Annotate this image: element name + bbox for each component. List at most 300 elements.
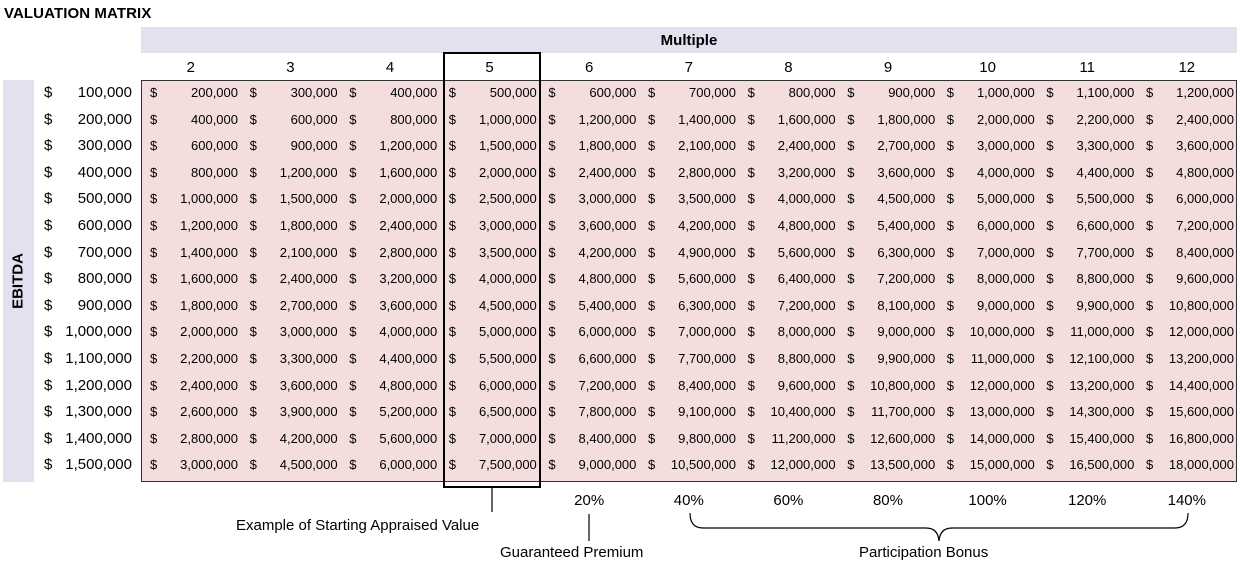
multiple-column-header: 4 <box>385 59 395 76</box>
currency-symbol: $ <box>548 377 556 393</box>
currency-symbol: $ <box>150 430 158 446</box>
multiple-column-header: 3 <box>286 59 295 76</box>
currency-symbol: $ <box>847 404 855 420</box>
cell-value: 4,800,000 <box>1176 164 1234 180</box>
cell-value: 1,100,000 <box>1076 85 1135 100</box>
currency-symbol: $ <box>847 430 855 446</box>
currency-symbol: $ <box>150 218 158 233</box>
currency-symbol: $ <box>1146 351 1154 366</box>
currency-symbol: $ <box>548 164 556 180</box>
currency-symbol: $ <box>747 218 755 233</box>
currency-symbol: $ <box>249 377 257 393</box>
currency-symbol: $ <box>44 84 53 101</box>
cell-value: 2,800,000 <box>678 164 736 180</box>
cell-value: 6,400,000 <box>777 271 836 287</box>
premium-percentage: 20% <box>574 492 605 509</box>
cell-value: 3,600,000 <box>578 218 637 233</box>
currency-symbol: $ <box>847 138 855 154</box>
cell-value: 3,500,000 <box>478 244 537 260</box>
currency-symbol: $ <box>648 404 656 420</box>
cell-value: 7,200,000 <box>578 377 637 393</box>
cell-value: 4,500,000 <box>877 191 936 207</box>
currency-symbol: $ <box>1146 377 1154 393</box>
currency-symbol: $ <box>150 244 158 260</box>
currency-symbol: $ <box>44 110 53 128</box>
multiple-column-header: 2 <box>186 59 195 76</box>
currency-symbol: $ <box>1046 218 1054 233</box>
currency-symbol: $ <box>150 271 158 287</box>
starting-value-annotation: Example of Starting Appraised Value <box>236 517 480 534</box>
premium-percentage: 140% <box>1167 492 1206 509</box>
cell-value: 2,700,000 <box>279 297 338 313</box>
cell-value: 12,000,000 <box>969 377 1035 393</box>
currency-symbol: $ <box>44 376 53 394</box>
cell-value: 700,000 <box>689 85 736 100</box>
cell-value: 2,400,000 <box>1176 111 1234 127</box>
currency-symbol: $ <box>1146 244 1154 260</box>
cell-value: 4,800,000 <box>578 271 637 287</box>
cell-value: 4,500,000 <box>279 457 338 473</box>
currency-symbol: $ <box>847 111 855 127</box>
cell-value: 14,300,000 <box>1069 404 1135 420</box>
ebitda-amount: 500,000 <box>77 190 132 208</box>
currency-symbol: $ <box>448 138 457 154</box>
cell-value: 7,700,000 <box>1076 244 1135 260</box>
currency-symbol: $ <box>150 404 158 420</box>
guaranteed-premium-annotation: Guaranteed Premium <box>500 544 644 561</box>
currency-symbol: $ <box>349 404 357 420</box>
currency-symbol: $ <box>548 457 556 473</box>
currency-symbol: $ <box>1046 377 1054 393</box>
cell-value: 5,600,000 <box>379 430 438 446</box>
currency-symbol: $ <box>1046 111 1054 127</box>
cell-value: 2,000,000 <box>379 191 438 207</box>
cell-value: 5,500,000 <box>1076 191 1135 207</box>
cell-value: 5,400,000 <box>578 297 637 313</box>
currency-symbol: $ <box>1046 85 1054 100</box>
cell-value: 2,100,000 <box>678 138 736 154</box>
currency-symbol: $ <box>249 164 257 180</box>
cell-value: 2,600,000 <box>180 404 238 420</box>
cell-value: 2,500,000 <box>478 191 537 207</box>
currency-symbol: $ <box>747 244 755 260</box>
cell-value: 7,200,000 <box>777 297 836 313</box>
currency-symbol: $ <box>946 271 955 287</box>
currency-symbol: $ <box>946 218 955 233</box>
cell-value: 11,000,000 <box>1070 324 1135 340</box>
cell-value: 2,400,000 <box>180 377 238 393</box>
currency-symbol: $ <box>1046 191 1054 207</box>
cell-value: 800,000 <box>191 164 238 180</box>
currency-symbol: $ <box>648 351 656 366</box>
cell-value: 9,800,000 <box>678 430 736 446</box>
currency-symbol: $ <box>548 324 556 340</box>
currency-symbol: $ <box>349 244 357 260</box>
cell-value: 500,000 <box>489 85 537 100</box>
currency-symbol: $ <box>44 137 53 155</box>
ebitda-amount: 900,000 <box>77 296 132 314</box>
currency-symbol: $ <box>648 377 656 393</box>
multiple-column-header: 11 <box>1079 59 1095 76</box>
currency-symbol: $ <box>249 404 257 420</box>
premium-percentage: 60% <box>773 492 804 509</box>
currency-symbol: $ <box>747 297 755 313</box>
currency-symbol: $ <box>44 403 53 421</box>
currency-symbol: $ <box>448 85 457 100</box>
premium-percentage: 120% <box>1068 492 1107 509</box>
cell-value: 6,000,000 <box>478 377 537 393</box>
cell-value: 13,500,000 <box>870 457 936 473</box>
currency-symbol: $ <box>648 457 656 473</box>
cell-value: 6,000,000 <box>976 218 1035 233</box>
currency-symbol: $ <box>548 351 556 366</box>
cell-value: 1,400,000 <box>678 111 736 127</box>
currency-symbol: $ <box>448 351 457 366</box>
currency-symbol: $ <box>1046 324 1054 340</box>
currency-symbol: $ <box>150 457 158 473</box>
currency-symbol: $ <box>1146 164 1154 180</box>
cell-value: 1,400,000 <box>180 244 238 260</box>
cell-value: 10,800,000 <box>1168 297 1234 313</box>
currency-symbol: $ <box>1046 430 1054 446</box>
currency-symbol: $ <box>1146 271 1154 287</box>
cell-value: 2,400,000 <box>777 138 836 154</box>
cell-value: 3,200,000 <box>777 164 836 180</box>
cell-value: 3,000,000 <box>976 138 1035 154</box>
currency-symbol: $ <box>1146 138 1154 154</box>
cell-value: 2,400,000 <box>578 164 637 180</box>
cell-value: 6,000,000 <box>379 457 438 473</box>
currency-symbol: $ <box>448 377 457 393</box>
currency-symbol: $ <box>150 324 158 340</box>
currency-symbol: $ <box>847 218 855 233</box>
currency-symbol: $ <box>648 111 656 127</box>
cell-value: 13,200,000 <box>1168 351 1234 366</box>
cell-value: 13,000,000 <box>969 404 1035 420</box>
cell-value: 600,000 <box>290 111 338 127</box>
ebitda-amount: 1,300,000 <box>65 403 132 421</box>
currency-symbol: $ <box>1146 297 1154 313</box>
cell-value: 8,000,000 <box>777 324 836 340</box>
cell-value: 18,000,000 <box>1168 457 1234 473</box>
currency-symbol: $ <box>847 297 855 313</box>
currency-symbol: $ <box>548 244 556 260</box>
participation-bonus-brace <box>690 513 1188 541</box>
currency-symbol: $ <box>1146 218 1154 233</box>
cell-value: 3,600,000 <box>379 297 438 313</box>
cell-value: 6,000,000 <box>1176 191 1234 207</box>
currency-symbol: $ <box>548 138 556 154</box>
cell-value: 300,000 <box>290 85 338 100</box>
currency-symbol: $ <box>150 297 158 313</box>
currency-symbol: $ <box>946 138 955 154</box>
currency-symbol: $ <box>150 138 158 154</box>
cell-value: 3,200,000 <box>379 271 438 287</box>
currency-symbol: $ <box>44 429 53 447</box>
currency-symbol: $ <box>448 218 457 233</box>
cell-value: 10,500,000 <box>670 457 736 473</box>
currency-symbol: $ <box>44 163 53 181</box>
currency-symbol: $ <box>249 297 257 313</box>
currency-symbol: $ <box>747 85 755 100</box>
cell-value: 5,500,000 <box>478 351 537 366</box>
cell-value: 1,800,000 <box>279 218 338 233</box>
currency-symbol: $ <box>946 111 955 127</box>
currency-symbol: $ <box>548 430 556 446</box>
currency-symbol: $ <box>349 191 357 207</box>
currency-symbol: $ <box>44 456 53 474</box>
cell-value: 13,200,000 <box>1069 377 1135 393</box>
currency-symbol: $ <box>847 164 855 180</box>
cell-value: 1,200,000 <box>578 111 637 127</box>
cell-value: 7,000,000 <box>478 430 537 446</box>
cell-value: 5,000,000 <box>976 191 1035 207</box>
cell-value: 3,000,000 <box>180 457 238 473</box>
currency-symbol: $ <box>946 377 955 393</box>
cell-value: 3,000,000 <box>578 191 637 207</box>
currency-symbol: $ <box>648 324 656 340</box>
currency-symbol: $ <box>249 111 257 127</box>
cell-value: 15,000,000 <box>969 457 1035 473</box>
cell-value: 1,200,000 <box>279 164 338 180</box>
currency-symbol: $ <box>349 218 357 233</box>
currency-symbol: $ <box>946 164 955 180</box>
currency-symbol: $ <box>648 191 656 207</box>
cell-value: 4,900,000 <box>678 244 736 260</box>
currency-symbol: $ <box>847 351 855 366</box>
cell-value: 7,200,000 <box>1176 218 1234 233</box>
cell-value: 2,400,000 <box>279 271 338 287</box>
currency-symbol: $ <box>249 85 257 100</box>
currency-symbol: $ <box>747 457 755 473</box>
ebitda-amount: 600,000 <box>77 217 132 234</box>
currency-symbol: $ <box>349 271 357 287</box>
currency-symbol: $ <box>648 218 656 233</box>
currency-symbol: $ <box>747 271 755 287</box>
currency-symbol: $ <box>847 324 855 340</box>
currency-symbol: $ <box>150 191 158 207</box>
currency-symbol: $ <box>1046 271 1054 287</box>
currency-symbol: $ <box>946 351 955 366</box>
currency-symbol: $ <box>249 271 257 287</box>
currency-symbol: $ <box>747 191 755 207</box>
currency-symbol: $ <box>548 218 556 233</box>
currency-symbol: $ <box>349 297 357 313</box>
premium-percentage: 100% <box>968 492 1007 509</box>
multiple-column-header: 7 <box>684 59 693 76</box>
currency-symbol: $ <box>548 271 556 287</box>
currency-symbol: $ <box>847 191 855 207</box>
currency-symbol: $ <box>747 377 755 393</box>
cell-value: 7,500,000 <box>478 457 537 473</box>
currency-symbol: $ <box>1046 244 1054 260</box>
currency-symbol: $ <box>349 430 357 446</box>
currency-symbol: $ <box>150 164 158 180</box>
multiple-column-header: 8 <box>784 59 793 76</box>
cell-value: 5,600,000 <box>777 244 836 260</box>
currency-symbol: $ <box>747 164 755 180</box>
currency-symbol: $ <box>1146 191 1154 207</box>
cell-value: 3,900,000 <box>279 404 338 420</box>
cell-value: 400,000 <box>191 111 238 127</box>
currency-symbol: $ <box>1146 457 1154 473</box>
currency-symbol: $ <box>946 191 955 207</box>
cell-value: 6,500,000 <box>478 404 537 420</box>
cell-value: 3,300,000 <box>279 351 338 366</box>
currency-symbol: $ <box>349 111 357 127</box>
ebitda-amount: 300,000 <box>77 137 132 155</box>
cell-value: 8,800,000 <box>1076 271 1135 287</box>
page-title: VALUATION MATRIX <box>4 5 152 22</box>
currency-symbol: $ <box>847 271 855 287</box>
cell-value: 4,500,000 <box>478 297 537 313</box>
cell-value: 12,100,000 <box>1069 351 1135 366</box>
cell-value: 400,000 <box>390 85 438 100</box>
currency-symbol: $ <box>249 324 257 340</box>
cell-value: 10,800,000 <box>870 377 936 393</box>
currency-symbol: $ <box>548 297 556 313</box>
currency-symbol: $ <box>946 430 955 446</box>
cell-value: 900,000 <box>888 85 936 100</box>
cell-value: 11,000,000 <box>970 351 1035 366</box>
currency-symbol: $ <box>448 271 457 287</box>
cell-value: 1,800,000 <box>578 138 637 154</box>
currency-symbol: $ <box>747 351 755 366</box>
cell-value: 3,600,000 <box>279 377 338 393</box>
currency-symbol: $ <box>249 244 257 260</box>
cell-value: 4,800,000 <box>777 218 836 233</box>
cell-value: 16,500,000 <box>1069 457 1135 473</box>
cell-value: 1,600,000 <box>379 164 438 180</box>
cell-value: 200,000 <box>191 85 238 100</box>
cell-value: 1,500,000 <box>279 191 338 207</box>
cell-value: 9,600,000 <box>777 377 836 393</box>
cell-value: 2,800,000 <box>379 244 438 260</box>
multiple-column-header: 10 <box>979 59 996 76</box>
cell-value: 16,800,000 <box>1168 430 1234 446</box>
currency-symbol: $ <box>847 377 855 393</box>
currency-symbol: $ <box>1146 111 1154 127</box>
cell-value: 2,200,000 <box>180 351 238 366</box>
cell-value: 7,000,000 <box>976 244 1035 260</box>
currency-symbol: $ <box>150 111 158 127</box>
currency-symbol: $ <box>946 404 955 420</box>
currency-symbol: $ <box>249 191 257 207</box>
currency-symbol: $ <box>747 138 755 154</box>
currency-symbol: $ <box>1046 351 1054 366</box>
currency-symbol: $ <box>249 218 257 233</box>
currency-symbol: $ <box>349 164 357 180</box>
cell-value: 4,000,000 <box>976 164 1035 180</box>
cell-value: 12,000,000 <box>1168 324 1234 340</box>
cell-value: 15,400,000 <box>1069 430 1135 446</box>
cell-value: 3,600,000 <box>877 164 936 180</box>
cell-value: 4,200,000 <box>678 218 736 233</box>
cell-value: 3,600,000 <box>1176 138 1234 154</box>
currency-symbol: $ <box>44 270 53 288</box>
currency-symbol: $ <box>44 190 53 208</box>
ebitda-amount: 1,400,000 <box>65 429 132 447</box>
currency-symbol: $ <box>448 457 457 473</box>
currency-symbol: $ <box>847 85 855 100</box>
currency-symbol: $ <box>448 324 457 340</box>
premium-percentage: 40% <box>673 492 704 509</box>
currency-symbol: $ <box>548 191 556 207</box>
cell-value: 2,000,000 <box>180 324 238 340</box>
cell-value: 5,400,000 <box>877 218 936 233</box>
currency-symbol: $ <box>946 297 955 313</box>
cell-value: 7,000,000 <box>678 324 736 340</box>
cell-value: 4,200,000 <box>279 430 338 446</box>
cell-value: 4,000,000 <box>379 324 438 340</box>
cell-value: 2,400,000 <box>379 218 438 233</box>
multiple-column-header: 9 <box>883 59 893 76</box>
cell-value: 4,400,000 <box>1076 164 1135 180</box>
cell-value: 5,600,000 <box>678 271 736 287</box>
currency-symbol: $ <box>747 324 755 340</box>
cell-value: 6,600,000 <box>1076 218 1135 233</box>
currency-symbol: $ <box>249 351 257 366</box>
currency-symbol: $ <box>249 430 257 446</box>
cell-value: 5,000,000 <box>478 324 537 340</box>
cell-value: 3,000,000 <box>478 218 537 233</box>
cell-value: 14,400,000 <box>1168 377 1234 393</box>
cell-value: 600,000 <box>589 85 637 100</box>
cell-value: 6,300,000 <box>877 244 936 260</box>
currency-symbol: $ <box>747 111 755 127</box>
cell-value: 6,000,000 <box>578 324 637 340</box>
currency-symbol: $ <box>44 296 53 314</box>
ebitda-amount: 100,000 <box>77 84 132 101</box>
currency-symbol: $ <box>1046 297 1054 313</box>
currency-symbol: $ <box>44 243 53 261</box>
currency-symbol: $ <box>448 111 457 127</box>
currency-symbol: $ <box>946 85 955 100</box>
currency-symbol: $ <box>448 297 457 313</box>
cell-value: 1,000,000 <box>180 191 238 207</box>
cell-value: 11,200,000 <box>771 430 836 446</box>
ebitda-amount: 1,500,000 <box>65 456 132 474</box>
currency-symbol: $ <box>1046 404 1054 420</box>
cell-value: 1,000,000 <box>976 85 1035 100</box>
cell-value: 2,800,000 <box>180 430 238 446</box>
currency-symbol: $ <box>349 457 357 473</box>
multiple-column-header: 6 <box>585 59 594 76</box>
cell-value: 1,600,000 <box>180 271 238 287</box>
ebitda-amount: 1,100,000 <box>65 350 132 367</box>
multiple-header: Multiple <box>141 27 1237 53</box>
cell-value: 8,400,000 <box>678 377 736 393</box>
currency-symbol: $ <box>448 191 457 207</box>
currency-symbol: $ <box>448 244 457 260</box>
cell-value: 7,700,000 <box>678 351 736 366</box>
cell-value: 8,400,000 <box>578 430 637 446</box>
currency-symbol: $ <box>946 324 955 340</box>
currency-symbol: $ <box>349 351 357 366</box>
currency-symbol: $ <box>648 138 656 154</box>
currency-symbol: $ <box>946 457 955 473</box>
cell-value: 9,900,000 <box>877 351 936 366</box>
participation-bonus-annotation: Participation Bonus <box>859 544 989 561</box>
currency-symbol: $ <box>1046 138 1054 154</box>
cell-value: 4,000,000 <box>777 191 836 207</box>
currency-symbol: $ <box>548 85 556 100</box>
cell-value: 1,000,000 <box>478 111 537 127</box>
cell-value: 9,900,000 <box>1076 297 1135 313</box>
cell-value: 4,000,000 <box>478 271 537 287</box>
cell-value: 5,200,000 <box>379 404 438 420</box>
cell-value: 8,100,000 <box>877 297 936 313</box>
